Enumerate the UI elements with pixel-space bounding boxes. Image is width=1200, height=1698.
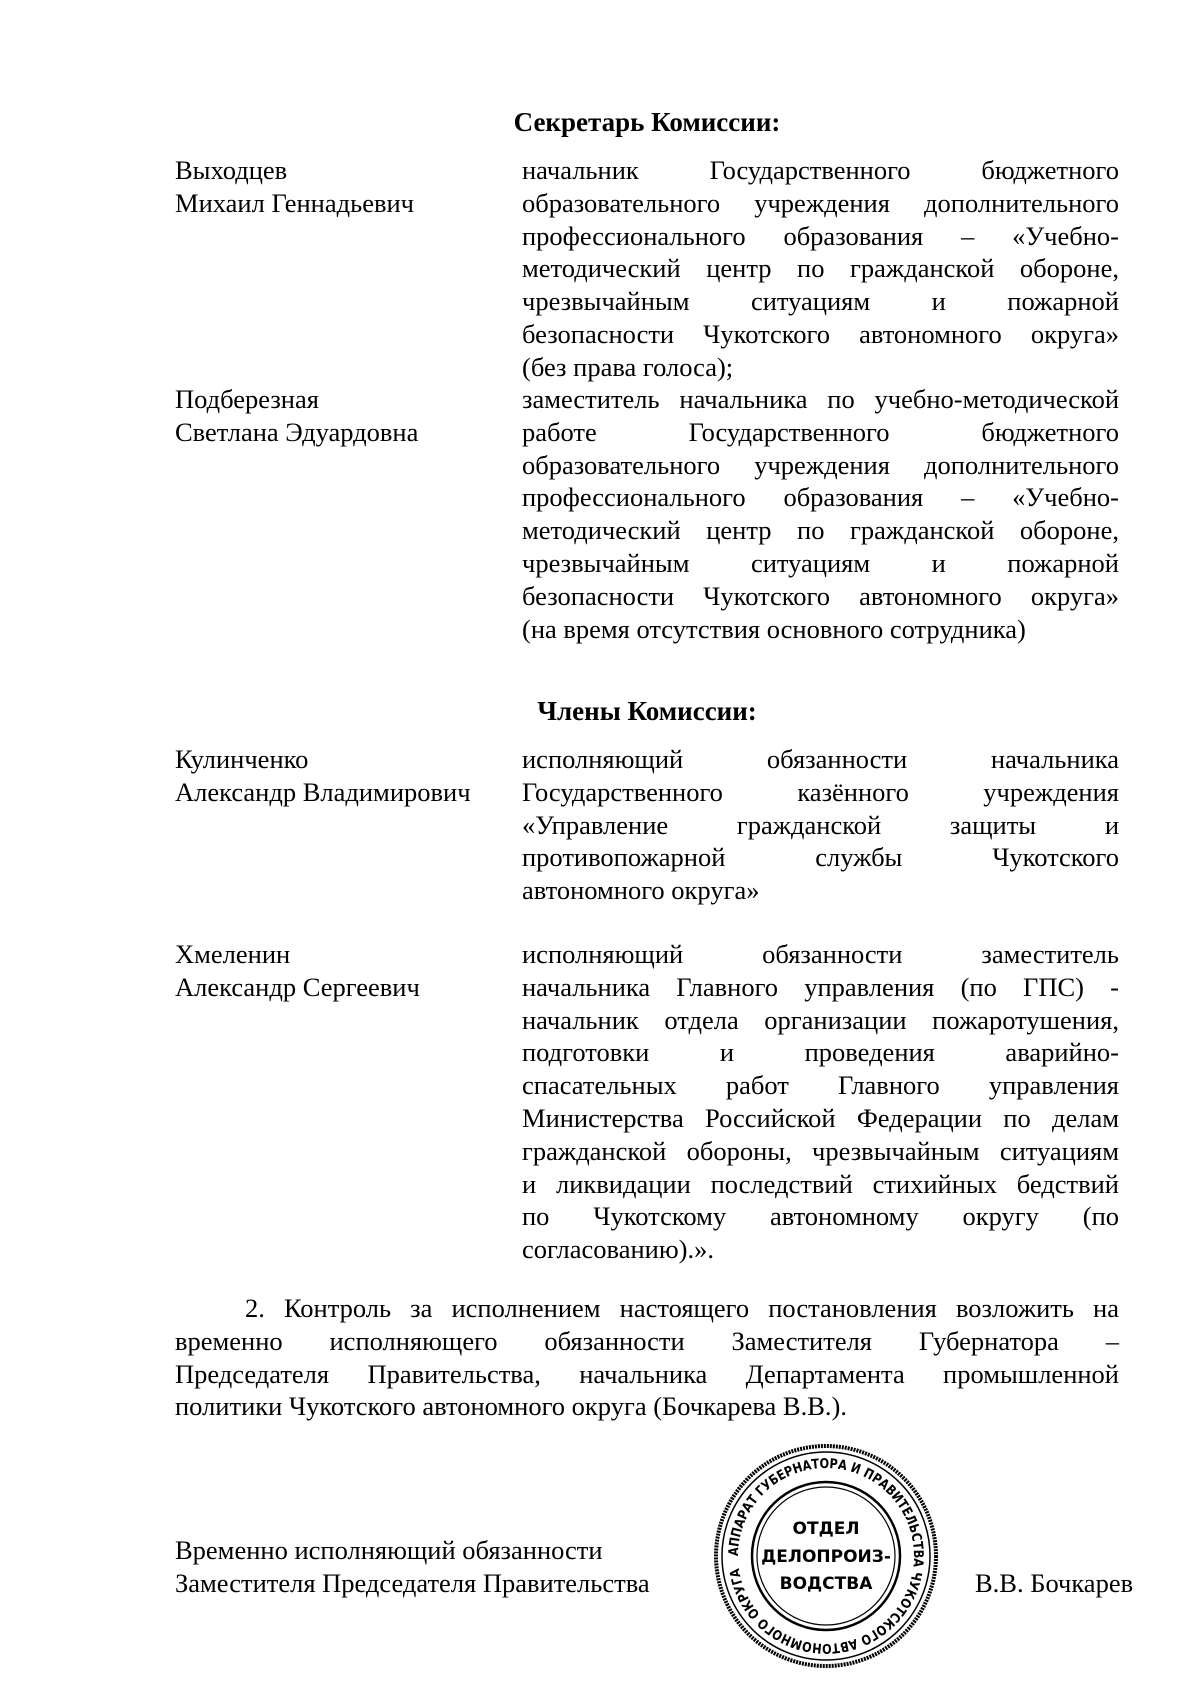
signatory-name: В.В. Бочкарев bbox=[975, 1568, 1134, 1598]
position-line: безопасности Чукотского автономного округа» bbox=[522, 580, 1119, 611]
position-line: гражданской обороны, чрезвычайным ситуациям bbox=[522, 1135, 1119, 1166]
paragraph-line: политики Чукотского автономного округа (Бочкарева В.В.). bbox=[175, 1391, 847, 1422]
position-line: противопожарной службы Чукотского bbox=[522, 842, 1119, 873]
position-line: методический центр по гражданской обороне, bbox=[522, 253, 1119, 284]
members-heading: Члены Комиссии: bbox=[537, 696, 757, 726]
position-line: (на время отсутствия основного сотрудника) bbox=[522, 613, 1026, 644]
position-line: работе Государственного бюджетного bbox=[522, 416, 1119, 447]
position-line: исполняющий обязанности начальника bbox=[522, 744, 1119, 774]
person-surname: Подберезная bbox=[175, 384, 319, 414]
position-line: «Управление гражданской защиты и bbox=[522, 809, 1119, 840]
position-line: заместитель начальника по учебно-методической bbox=[522, 384, 1119, 414]
position-line: профессионального образования – «Учебно- bbox=[522, 220, 1119, 251]
person-given-name: Михаил Геннадьевич bbox=[175, 187, 414, 218]
person-name bbox=[175, 383, 515, 449]
commission-entry bbox=[175, 938, 1119, 1268]
position-line: исполняющий обязанности заместитель bbox=[522, 939, 1119, 969]
person-position bbox=[522, 938, 1119, 1266]
position-line: начальник отдела организации пожаротушения, bbox=[522, 1004, 1119, 1035]
position-line: чрезвычайным ситуациям и пожарной bbox=[522, 547, 1119, 578]
stamp-center-line: ДЕЛОПРОИЗ- bbox=[761, 1547, 891, 1567]
position-line: образовательного учреждения дополнительного bbox=[522, 449, 1119, 480]
paragraph-line: Председателя Правительства, начальника Департамента промышленной bbox=[175, 1358, 1119, 1389]
person-name bbox=[175, 938, 515, 1004]
position-line: профессионального образования – «Учебно- bbox=[522, 482, 1119, 513]
control-paragraph bbox=[175, 1292, 1119, 1423]
position-line: методический центр по гражданской обороне, bbox=[522, 515, 1119, 546]
signatory-position-line: Заместителя Председателя Правительства bbox=[175, 1567, 650, 1598]
position-line: и ликвидации последствий стихийных бедствий bbox=[522, 1168, 1119, 1199]
position-line: по Чукотскому автономному округу (по bbox=[522, 1201, 1119, 1232]
paragraph-line: временно исполняющего обязанности Заместителя Губернатора – bbox=[175, 1325, 1119, 1356]
person-surname: Выходцев bbox=[175, 155, 288, 185]
position-line: спасательных работ Главного управления bbox=[522, 1070, 1119, 1101]
position-line: начальник Государственного бюджетного bbox=[522, 155, 1119, 185]
position-line: автономного округа» bbox=[522, 875, 760, 906]
person-surname: Кулинченко bbox=[175, 744, 309, 774]
commission-entry bbox=[175, 154, 1119, 386]
secretary-heading: Секретарь Комиссии: bbox=[513, 107, 781, 137]
paragraph-line: 2. Контроль за исполнением настоящего постановления возложить на bbox=[245, 1293, 1119, 1323]
person-given-name: Александр Сергеевич bbox=[175, 971, 420, 1002]
person-name bbox=[175, 743, 515, 809]
position-line: образовательного учреждения дополнительного bbox=[522, 187, 1119, 218]
position-line: Государственного казённого учреждения bbox=[522, 776, 1119, 807]
stamp-center-line: ВОДСТВА bbox=[779, 1574, 873, 1594]
signatory-position-line: Временно исполняющий обязанности bbox=[175, 1535, 603, 1565]
stamp-ring-text: АППАРАТ ГУБЕРНАТОРА И ПРАВИТЕЛЬСТВА ЧУКОТСКОГО АВТОНОМНОГО ОКРУГА bbox=[725, 1455, 927, 1657]
person-name bbox=[175, 154, 515, 220]
position-line: безопасности Чукотского автономного округа» bbox=[522, 318, 1119, 349]
person-position bbox=[522, 383, 1119, 645]
signatory-position bbox=[175, 1534, 650, 1600]
position-line: чрезвычайным ситуациям и пожарной bbox=[522, 286, 1119, 317]
office-stamp bbox=[712, 1442, 940, 1670]
person-position bbox=[522, 154, 1119, 384]
person-given-name: Александр Владимирович bbox=[175, 776, 471, 807]
position-line: (без права голоса); bbox=[522, 351, 734, 382]
person-position bbox=[522, 743, 1119, 907]
position-line: подготовки и проведения аварийно- bbox=[522, 1037, 1119, 1068]
position-line: Министерства Российской Федерации по делам bbox=[522, 1102, 1119, 1133]
position-line: согласованию).». bbox=[522, 1234, 714, 1265]
stamp-center-line: ОТДЕЛ bbox=[792, 1519, 860, 1539]
commission-entry bbox=[175, 743, 1119, 911]
person-given-name: Светлана Эдуардовна bbox=[175, 416, 419, 447]
commission-entry bbox=[175, 383, 1119, 647]
person-surname: Хмеленин bbox=[175, 939, 291, 969]
position-line: начальника Главного управления (по ГПС) - bbox=[522, 971, 1119, 1002]
